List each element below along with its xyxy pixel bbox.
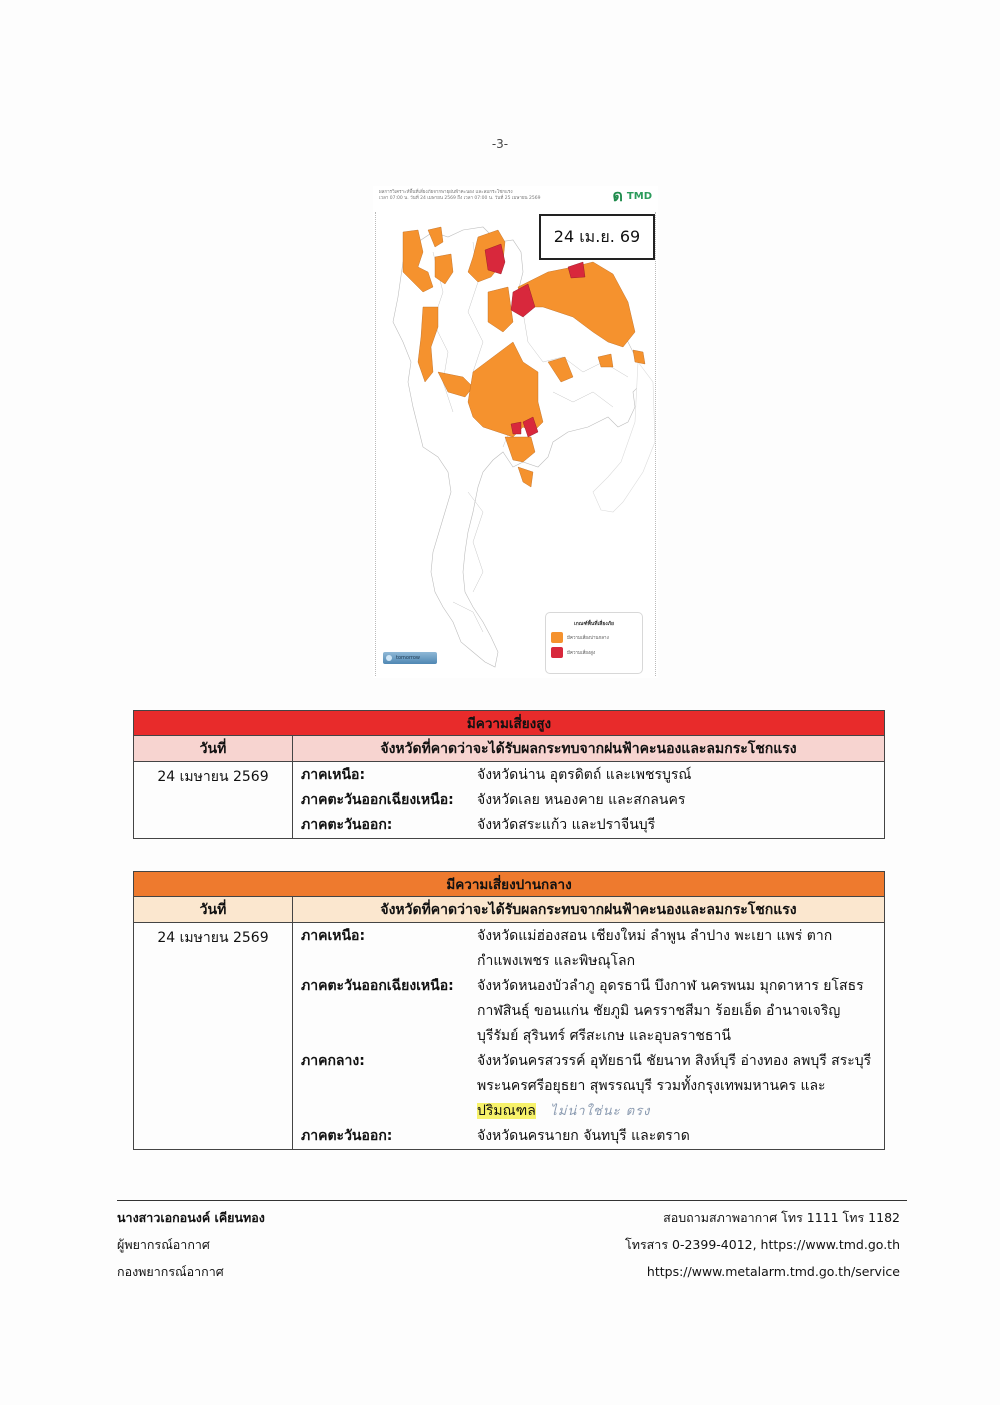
forecaster-position: ผู้พยากรณ์อากาศ (117, 1237, 210, 1252)
high-risk-region-northeast (293, 788, 884, 813)
footer-signatory (117, 1204, 265, 1285)
medium-risk-region-central (293, 1049, 884, 1124)
map-header-line1: ผลการวิเคราะห์พื้นที่เสี่ยงภัยจากพายุฝนฟ้าคะนอง และลมกระโชกแรง (379, 190, 513, 195)
high-risk-region-north (293, 763, 884, 788)
region-provinces (477, 1049, 884, 1124)
high-risk-header-row (134, 736, 885, 762)
central-tail-prefix: และ (800, 1078, 826, 1094)
contact-phone: สอบถามสภาพอากาศ โทร 1111 โทร 1182 (663, 1210, 900, 1225)
medium-risk-header-row (134, 897, 885, 923)
forecaster-name: นางสาวเอกอนงค์ เคียนทอง (117, 1210, 265, 1225)
medium-risk-col-provinces: จังหวัดที่คาดว่าจะได้รับผลกระทบจากฝนฟ้าคะนองและลมกระโชกแรง (293, 897, 885, 923)
footer-divider (117, 1200, 907, 1201)
region-provinces: จังหวัดเลย หนองคาย และสกลนคร (477, 792, 686, 808)
region-name: ภาคตะวันออกเฉียงเหนือ: (301, 978, 454, 994)
central-provinces-text: จังหวัดนครสวรรค์ อุทัยธานี ชัยนาท สิงห์บุรี อ่างทอง ลพบุรี สระบุรี พระนครศรีอยุธยา สุพรรณบุรี รวมทั้งกรุงเทพมหานคร (477, 1053, 872, 1094)
legend-swatch-medium (551, 632, 563, 643)
medium-risk-table (133, 871, 885, 1150)
legend-label-medium: มีความเสี่ยงปานกลาง (567, 636, 609, 641)
tomorrow-badge-text: tomorrow (396, 655, 421, 661)
legend-item-medium (551, 632, 642, 643)
medium-risk-title: มีความเสี่ยงปานกลาง (134, 872, 885, 897)
medium-risk-date: 24 เมษายน 2569 (134, 923, 293, 1150)
map-legend (545, 612, 643, 674)
medium-risk-region-north (293, 924, 884, 974)
legend-item-high (551, 647, 642, 658)
high-risk-title: มีความเสี่ยงสูง (134, 711, 885, 736)
map-header (379, 190, 599, 202)
map-area-high-nongkhai (568, 262, 585, 278)
map-area-medium-ubon (633, 350, 645, 364)
legend-title: เกณฑ์พื้นที่เสี่ยงภัย (574, 621, 614, 627)
risk-map-figure (373, 186, 658, 678)
map-header-line2: เวลา 07:00 น. วันที่ 24 เมษายน 2569 ถึง เวลา 07:00 น. วันที่ 25 เมษายน 2569 (379, 196, 541, 201)
map-logos (613, 188, 652, 204)
tmd-logo: TMD (626, 190, 652, 202)
contact-fax-website[interactable]: โทรสาร 0-2399-4012, https://www.tmd.go.th (625, 1237, 900, 1252)
page-number: -3- (491, 137, 509, 151)
tomorrow-logo-icon (386, 655, 392, 661)
region-name: ภาคเหนือ: (301, 928, 366, 944)
tmd-emblem-icon: ด (612, 186, 623, 205)
medium-risk-region-east (293, 1124, 884, 1149)
legend-swatch-high (551, 647, 563, 658)
map-date-box: 24 เม.ย. 69 (539, 214, 655, 260)
region-provinces: จังหวัดสระแก้ว และปราจีนบุรี (477, 817, 656, 833)
high-risk-region-east (293, 813, 884, 838)
high-risk-row (134, 762, 885, 839)
footer-contact (625, 1204, 900, 1285)
region-name: ภาคตะวันออก: (301, 1128, 393, 1144)
legend-label-high: มีความเสี่ยงสูง (567, 651, 596, 656)
high-risk-col-provinces: จังหวัดที่คาดว่าจะได้รับผลกระทบจากฝนฟ้าคะนองและลมกระโชกแรง (293, 736, 885, 762)
medium-risk-col-date: วันที่ (134, 897, 293, 923)
region-provinces: จังหวัดแม่ฮ่องสอน เชียงใหม่ ลำพูน ลำปาง พะเยา แพร่ ตาก กำแพงเพชร และพิษณุโลก (477, 928, 833, 969)
high-risk-table (133, 710, 885, 839)
tomorrow-badge (383, 652, 437, 664)
region-name: ภาคเหนือ: (301, 767, 366, 783)
region-name: ภาคตะวันออกเฉียงเหนือ: (301, 792, 454, 808)
map-area-high-prachinburi (511, 422, 521, 434)
region-provinces: จังหวัดนครนายก จันทบุรี และตราด (477, 1128, 690, 1144)
region-name: ภาคกลาง: (301, 1053, 365, 1069)
handwritten-note: ไม่น่าใช่นะ ตรง (550, 1104, 651, 1119)
map-area-medium-trat (518, 467, 533, 487)
contact-service-link[interactable]: https://www.metalarm.tmd.go.th/service (646, 1264, 900, 1279)
region-provinces: จังหวัดน่าน อุตรดิตถ์ และเพชรบูรณ์ (477, 767, 692, 783)
forecaster-division: กองพยากรณ์อากาศ (117, 1264, 224, 1279)
high-risk-date: 24 เมษายน 2569 (134, 762, 293, 839)
region-name: ภาคตะวันออก: (301, 817, 393, 833)
highlighted-text: ปริมณฑล (477, 1103, 536, 1119)
medium-risk-region-northeast (293, 974, 884, 1049)
high-risk-col-date: วันที่ (134, 736, 293, 762)
medium-risk-row (134, 923, 885, 1150)
region-provinces: จังหวัดหนองบัวลำภู อุดรธานี บึงกาฬ นครพนม มุกดาหาร ยโสธร กาฬสินธุ์ ขอนแก่น ชัยภูมิ นครราชสีมา ร้อยเอ็ด อำนาจเจริญ บุรีรัมย์ สุรินทร์ ศรีสะเกษ และอุบลราชธานี (477, 978, 864, 1044)
thailand-map (373, 212, 658, 676)
